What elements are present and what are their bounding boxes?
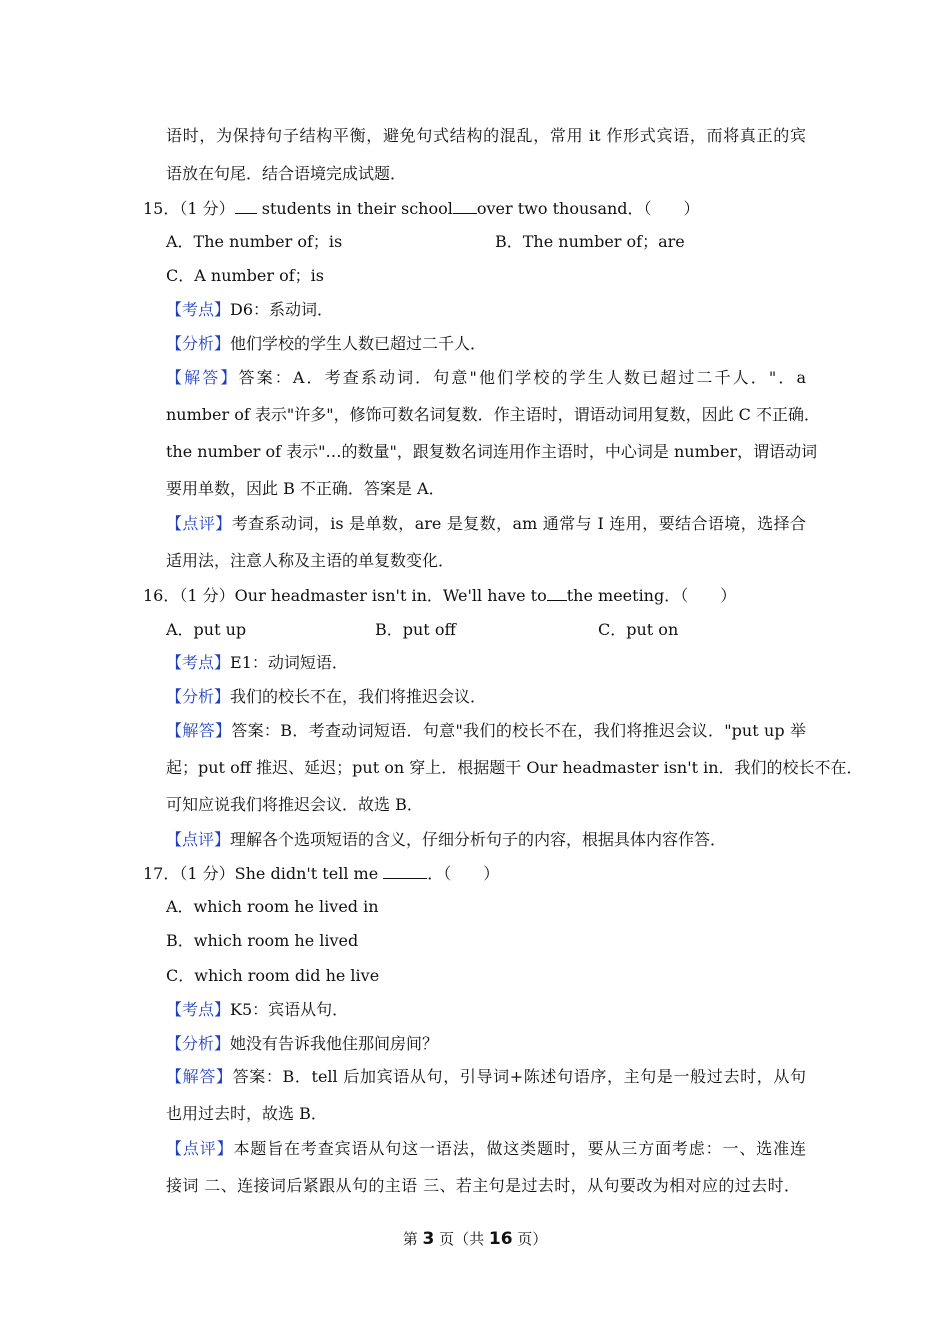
footer-page-number: 3 (422, 1229, 435, 1249)
q17-blank (383, 863, 427, 879)
q17-stem: 17．（1 分）She didn't tell me ．（ ） (143, 864, 500, 883)
q16-score: （1 分） (179, 586, 235, 605)
q17-jieda-2: 也用过去时，故选 B． (166, 1104, 327, 1123)
q17-number: 17． (143, 864, 180, 883)
q16-stem: 16．（1 分）Our headmaster isn't in．We'll have to the meeting．（ ） (143, 586, 737, 605)
q15-kaodian: 【考点】D6：系动词． (166, 300, 334, 319)
page-footer: 第 3 页（共 16 页） (402, 1229, 548, 1249)
q16-jieda-2: 起；put off 推迟、延迟；put on 穿上．根据题干 Our headmaster isn't in．我们的校长不在． (166, 758, 863, 777)
q15-dianping-2: 适用法，注意人称及主语的单复数变化． (166, 551, 455, 570)
q15-dianping-1: 【点评】考查系动词，is 是单数，are 是复数，am 通常与 I 连用，要结合语境，选择合 (166, 514, 806, 533)
q16-number: 16． (143, 586, 180, 605)
q16-dianping: 【点评】理解各个选项短语的含义，仔细分析句子的内容，根据具体内容作答． (166, 830, 727, 849)
q15-fenxi: 【分析】他们学校的学生人数已超过二千人． (166, 334, 487, 353)
q16-option-a: A．put up (166, 620, 247, 639)
q17-dianping-1: 【点评】本题旨在考查宾语从句这一语法，做这类题时，要从三方面考虑：一、选准连 (166, 1139, 806, 1158)
q17-option-c: C．which room did he live (166, 966, 380, 985)
q16-fenxi: 【分析】我们的校长不在，我们将推迟会议． (166, 687, 487, 706)
q15-jieda-1: 【解答】答案：A．考查系动词．句意"他们学校的学生人数已超过二千人．"．a (166, 368, 806, 387)
q15-jieda-4: 要用单数，因此 B 不正确．答案是 A． (166, 479, 445, 498)
q15-jieda-3: the number of 表示"…的数量"，跟复数名词连用作主语时，中心词是 number，谓语动词 (166, 442, 818, 461)
q17-option-a: A．which room he lived in (166, 897, 379, 916)
q16-jieda-1: 【解答】答案：B．考查动词短语．句意"我们的校长不在，我们将推迟会议．"put up 举 (166, 721, 806, 740)
q15-stem: 15．（1 分） students in their school over two thousand．（ ） (143, 199, 700, 218)
q15-jieda-2: number of 表示"许多"，修饰可数名词复数．作主语时，谓语动词用复数，因此 C 不正确． (166, 405, 821, 424)
intro-line-1: 语时，为保持句子结构平衡，避免句式结构的混乱，常用 it 作形式宾语，而将真正的宾 (166, 126, 806, 145)
q15-number: 15． (143, 199, 180, 218)
q15-option-a: A．The number of；is (166, 232, 343, 251)
q16-blank (547, 585, 567, 601)
q16-kaodian: 【考点】E1：动词短语． (166, 653, 348, 672)
q17-option-b: B．which room he lived (166, 931, 359, 950)
q17-score: （1 分） (179, 864, 235, 883)
q17-fenxi: 【分析】她没有告诉我他住那间房间？ (166, 1034, 439, 1053)
q17-jieda-1: 【解答】答案：B．tell 后加宾语从句，引导词+陈述句语序，主句是一般过去时，从句 (166, 1067, 806, 1086)
q15-option-c: C．A number of；is (166, 266, 324, 285)
q16-option-b: B．put off (375, 620, 456, 639)
q16-jieda-3: 可知应说我们将推迟会议．故选 B． (166, 795, 423, 814)
q15-blank-1 (235, 198, 257, 214)
q16-option-c: C．put on (598, 620, 679, 639)
q15-option-b: B．The number of；are (495, 232, 685, 251)
q17-kaodian: 【考点】K5：宾语从句． (166, 1000, 349, 1019)
footer-total-pages: 16 (488, 1229, 513, 1249)
q17-dianping-2: 接词 二、连接词后紧跟从句的主语 三、若主句是过去时，从句要改为相对应的过去时． (166, 1176, 800, 1195)
q15-score: （1 分） (179, 199, 235, 218)
intro-line-2: 语放在句尾．结合语境完成试题． (166, 164, 407, 183)
q15-blank-2 (453, 198, 477, 214)
